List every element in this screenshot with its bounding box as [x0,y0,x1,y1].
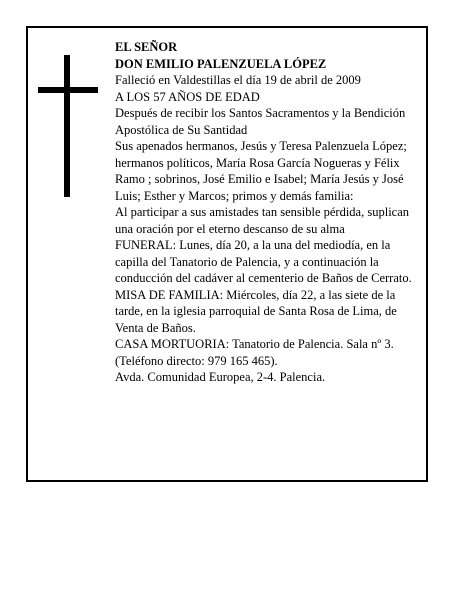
cross-vertical-bar [64,55,70,197]
funeral-paragraph: FUNERAL: Lunes, día 20, a la una del mediodía, en la capilla del Tanatorio de Palencia, y a continuación la conducción del cadáver al cementerio de Baños de Cerrato. [115,238,412,285]
latin-cross-icon [38,55,98,197]
family-paragraph: Sus apenados hermanos, Jesús y Teresa Palenzuela López; hermanos políticos, María Rosa García Nogueras y Félix Ramo ; sobrinos, José Emilio e Isabel; María Jesús y José Luis; Esther y Marcos; primos y demás familia: [115,139,407,203]
death-date-line: Falleció en Valdestillas el día 19 de abril de 2009 [115,73,361,87]
obituary-text [115,39,420,386]
deceased-name: DON EMILIO PALENZUELA LÓPEZ [115,56,327,71]
sacraments-paragraph: Después de recibir los Santos Sacramentos y la Bendición Apostólica de Su Santidad [115,106,406,137]
address-line: Avda. Comunidad Europea, 2-4. Palencia. [115,370,326,384]
title-line-1: EL SEÑOR [115,40,178,54]
prayer-paragraph: Al participar a sus amistades tan sensible pérdida, suplican una oración por el eterno descanso de su alma [115,205,410,236]
cross-horizontal-bar [38,87,98,93]
family-mass-paragraph: MISA DE FAMILIA: Miércoles, día 22, a las siete de la tarde, en la iglesia parroquial de Santa Rosa de Lima, de Venta de Baños. [115,287,397,335]
age-line: A LOS 57 AÑOS DE EDAD [115,89,260,104]
mortuary-paragraph: CASA MORTUORIA: Tanatorio de Palencia. Sala nº 3. (Teléfono directo: 979 165 465). [115,337,394,368]
